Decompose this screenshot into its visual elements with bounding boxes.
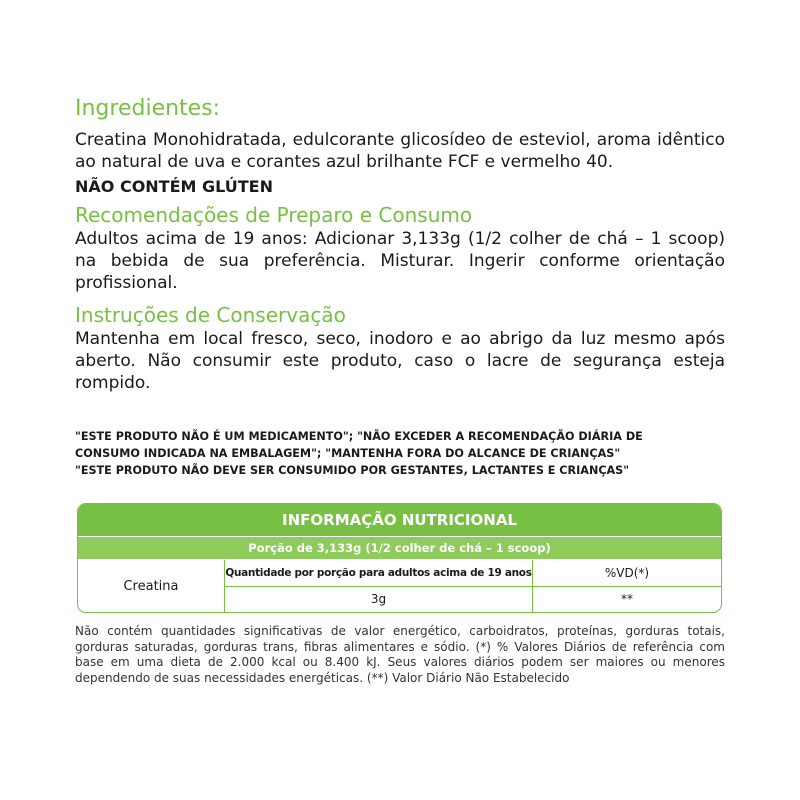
quantity-header-cell: Quantidade por porção para adultos acima de 19 anos [225,567,532,579]
quantity-value-cell: 3g [370,592,387,606]
gluten-notice: NÃO CONTÉM GLÚTEN [75,177,273,196]
warnings-block [75,428,725,479]
warning-line: "ESTE PRODUTO NÃO É UM MEDICAMENTO"; "NÃO EXCEDER A RECOMENDAÇÃO DIÁRIA DE [75,430,643,443]
ingredients-title: Ingredientes: [75,96,221,121]
vd-header-cell: %VD(*) [604,566,650,580]
nutrition-table-body [78,560,721,612]
prep-text: Adultos acima de 19 anos: Adicionar 3,133g (1/2 colher de chá – 1 scoop) na bebida de sua preferência. Misturar. Ingerir conforme orientação profissional. [75,229,725,293]
nutrient-name-cell: Creatina [123,578,179,594]
ingredients-text: Creatina Monohidratada, edulcorante glicosídeo de esteviol, aroma idêntico ao natural de uva e corantes azul brilhante FCF e vermelho 40. [75,130,725,172]
storage-title: Instruções de Conservação [75,303,346,327]
prep-title: Recomendações de Preparo e Consumo [75,203,473,227]
nutrition-table [77,503,722,613]
nutrition-table-header: INFORMAÇÃO NUTRICIONAL [78,504,721,536]
warning-line: CONSUMO INDICADA NA EMBALAGEM"; "MANTENHA FORA DO ALCANCE DE CRIANÇAS" [75,447,621,460]
nutrition-footnote: Não contém quantidades significativas de valor energético, carboidratos, proteínas, gorduras totais, gorduras saturadas, gorduras trans, fibras alimentares e sódio. (*) % Valores Diários de referência com base em uma dieta de 2.000 kcal ou 8.400 kJ. Seus valores diários podem ser maiores ou menores dependendo de suas necessidades energéticas. (**) Valor Diário Não Estabelecido [75,624,725,685]
vd-value-cell: ** [621,592,633,606]
storage-text: Mantenha em local fresco, seco, inodoro e ao abrigo da luz mesmo após aberto. Não consumir este produto, caso o lacre de segurança esteja rompido. [75,329,725,393]
warning-line: "ESTE PRODUTO NÃO DEVE SER CONSUMIDO POR GESTANTES, LACTANTES E CRIANÇAS" [75,464,630,477]
nutrition-table-portion: Porção de 3,133g (1/2 colher de chá – 1 scoop) [78,536,721,559]
label-content [75,95,725,394]
